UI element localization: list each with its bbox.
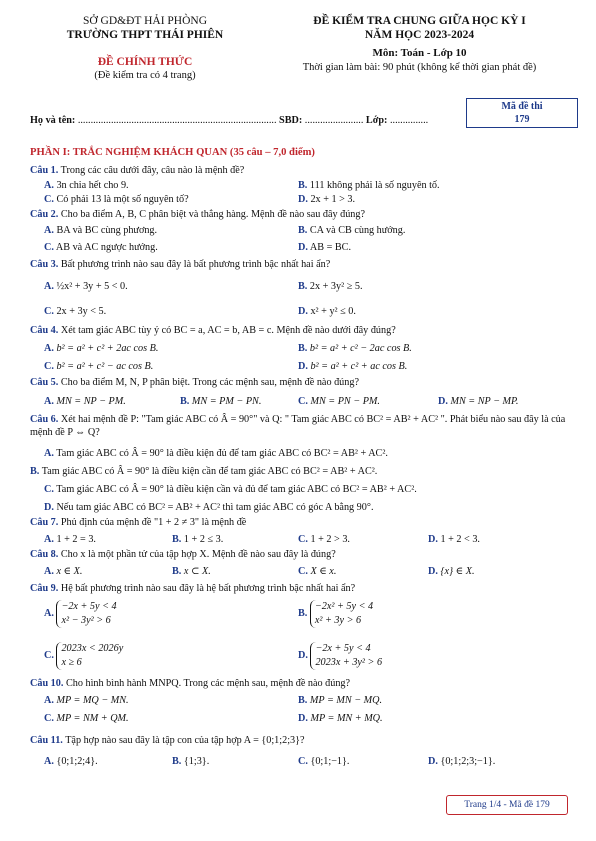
option-label: A.	[44, 756, 54, 767]
option-text: {0;1;2;4}.	[56, 756, 98, 767]
option-label: D.	[428, 534, 438, 545]
option-label: D.	[298, 306, 308, 317]
exam-code-box	[466, 98, 578, 128]
school-year: NĂM HỌC 2023-2024	[364, 29, 475, 42]
question-number: Câu 7.	[30, 517, 59, 528]
q9-option-d[interactable]	[298, 642, 382, 670]
question-number: Câu 8.	[30, 549, 59, 560]
option-text: MN = NP − MP.	[450, 396, 519, 407]
inequality-system	[310, 642, 382, 670]
option-text: {0;1;2;3;−1}.	[440, 756, 496, 767]
option-text: CA và CB cùng hướng.	[309, 225, 406, 236]
option-text: b² = a² + c² + 2ac cos B.	[56, 343, 159, 354]
q3-option-b[interactable]	[298, 281, 363, 294]
q1-option-b[interactable]	[298, 180, 440, 193]
q9-option-c[interactable]	[44, 642, 123, 670]
system-line: x² − 3y² > 6	[61, 614, 111, 626]
option-text: x ∈ X.	[56, 566, 83, 577]
question-8	[30, 549, 578, 562]
q1-option-d[interactable]	[298, 194, 355, 207]
question-6	[30, 414, 578, 440]
option-label: C.	[44, 484, 54, 495]
official-label: ĐỀ CHÍNH THỨC	[97, 55, 193, 68]
system-line: 2023x < 2026y	[61, 643, 124, 654]
class-label: Lớp:	[365, 115, 388, 126]
question-3	[30, 259, 578, 272]
q3-option-a[interactable]	[44, 281, 128, 294]
exam-code-label: Mã đề thi	[501, 101, 543, 112]
option-label: C.	[44, 361, 54, 372]
option-label: C.	[44, 194, 54, 205]
system-line: −2x + 5y < 4	[61, 601, 117, 612]
option-label: A.	[44, 343, 54, 354]
q1-option-c[interactable]	[44, 194, 189, 207]
question-7	[30, 517, 578, 530]
q11-option-a[interactable]	[44, 756, 98, 769]
option-text: {0;1;−1}.	[310, 756, 350, 767]
option-text: 1 + 2 = 3.	[56, 534, 96, 545]
option-text: b² = a² + c² − ac cos B.	[56, 361, 154, 372]
option-text: MP = MN − MQ.	[309, 695, 383, 706]
question-text: Cho x là một phần tử của tập hợp X. Mệnh đề nào sau đây là đúng?	[58, 549, 336, 560]
question-number: Câu 10.	[30, 678, 64, 689]
exam-title: ĐỀ KIỂM TRA CHUNG GIỮA HỌC KỲ I	[313, 15, 526, 27]
q4-option-d[interactable]	[298, 361, 407, 374]
question-number: Câu 6.	[30, 414, 59, 425]
inequality-system	[310, 600, 373, 628]
q4-option-b[interactable]	[298, 343, 412, 356]
q6-option-a[interactable]	[44, 448, 388, 461]
option-label: D.	[298, 713, 308, 724]
q2-option-c[interactable]	[44, 242, 158, 255]
question-text: Xét hai mệnh đề P: "Tam giác ABC có Â = 90°" và Q: " Tam giác ABC có BC² = AB² + AC² ". Phát biểu nào sau đây là của mệnh đề P ⇔ Q?	[30, 414, 566, 438]
option-text: b² = a² + c² + ac cos B.	[310, 361, 408, 372]
question-9	[30, 583, 578, 596]
page-footer: Trang 1/4 - Mã đề 179	[446, 795, 568, 815]
dept-name: SỞ GD&ĐT HẢI PHÒNG	[82, 15, 208, 27]
header-left	[30, 14, 260, 82]
system-line: x ≥ 6	[61, 656, 82, 668]
q10-option-a[interactable]	[44, 695, 129, 708]
option-label: B.	[172, 566, 182, 577]
option-label: C.	[298, 534, 308, 545]
question-2	[30, 209, 578, 222]
q9-option-a[interactable]	[44, 600, 117, 628]
option-text: b² = a² + c² − 2ac cos B.	[309, 343, 412, 354]
option-text: MP = MQ − MN.	[56, 695, 129, 706]
option-label: A.	[44, 225, 54, 236]
q8-option-b[interactable]	[172, 566, 211, 579]
option-text: 2x + 1 > 3.	[310, 194, 356, 205]
q5-option-a[interactable]	[44, 396, 126, 409]
option-text: Tam giác ABC có Â = 90° là điều kiện cần để tam giác ABC có BC² = AB² + AC².	[41, 466, 378, 477]
q11-option-d[interactable]	[428, 756, 495, 769]
option-text: 1 + 2 < 3.	[440, 534, 480, 545]
q9-option-b[interactable]	[298, 600, 373, 628]
question-text: Xét tam giác ABC tùy ý có BC = a, AC = b, AB = c. Mệnh đề nào dưới đây đúng?	[58, 325, 396, 336]
question-number: Câu 2.	[30, 209, 59, 220]
subject: Môn: Toán - Lớp 10	[372, 46, 467, 59]
q11-option-c[interactable]	[298, 756, 349, 769]
option-label: D.	[298, 361, 308, 372]
option-label: C.	[44, 306, 54, 317]
option-label: A.	[44, 396, 54, 407]
question-number: Câu 9.	[30, 583, 59, 594]
option-label: D.	[428, 756, 438, 767]
question-1	[30, 165, 578, 178]
q5-option-d[interactable]	[438, 396, 518, 409]
name-dots: ..............................................................................	[77, 115, 277, 126]
option-label: A.	[44, 534, 54, 545]
option-text: Tam giác ABC có Â = 90° là điều kiện cần và đủ để tam giác ABC có BC² = AB² + AC².	[56, 484, 417, 495]
q10-option-c[interactable]	[44, 713, 129, 726]
system-line: −2x² + 5y < 4	[314, 601, 374, 612]
option-label: C.	[298, 756, 308, 767]
option-text: MP = NM + QM.	[56, 713, 129, 724]
option-label: C.	[44, 650, 54, 662]
q10-option-b[interactable]	[298, 695, 382, 708]
question-number: Câu 3.	[30, 259, 59, 270]
q2-option-a[interactable]	[44, 225, 157, 238]
question-text: Tập hợp nào sau đây là tập con của tập hợp A = {0;1;2;3}?	[62, 735, 305, 746]
question-text: Cho ba điểm A, B, C phân biệt và thẳng hàng. Mệnh đề nào sau đây đúng?	[58, 209, 366, 220]
question-number: Câu 1.	[30, 165, 59, 176]
q7-option-d[interactable]	[428, 534, 480, 547]
q2-option-d[interactable]	[298, 242, 351, 255]
option-label: B.	[298, 281, 308, 292]
option-label: C.	[44, 242, 54, 253]
q1-option-a[interactable]	[44, 180, 129, 193]
exam-code: 179	[514, 113, 530, 125]
student-info	[30, 115, 460, 128]
time-note: Thời gian làm bài: 90 phút (không kể thời gian phát đề)	[302, 61, 537, 73]
header-right	[262, 14, 577, 74]
option-label: B.	[298, 695, 308, 706]
option-label: B.	[298, 343, 308, 354]
q7-option-b[interactable]	[172, 534, 223, 547]
section-title: PHẦN I: TRẮC NGHIỆM KHÁCH QUAN (35 câu – 7,0 điểm)	[30, 147, 315, 158]
option-text: X ∈ x.	[310, 566, 337, 577]
question-10	[30, 678, 578, 691]
question-number: Câu 5.	[30, 377, 59, 388]
q6-option-c[interactable]	[44, 484, 417, 497]
question-5	[30, 377, 578, 390]
option-text: Tam giác ABC có Â = 90° là điều kiện đủ để tam giác ABC có BC² = AB² + AC².	[56, 448, 388, 459]
option-text: 2x + 3y < 5.	[56, 306, 107, 317]
q6-option-d[interactable]	[44, 502, 374, 515]
option-label: A.	[44, 281, 54, 292]
q10-option-d[interactable]	[298, 713, 383, 726]
q4-option-c[interactable]	[44, 361, 153, 374]
class-dots: ...............	[389, 115, 429, 126]
option-text: 111 không phải là số nguyên tố.	[309, 180, 440, 191]
option-label: A.	[44, 608, 54, 620]
system-line: 2023x + 3y² > 6	[315, 656, 383, 668]
option-text: 2x + 3y² ≥ 5.	[309, 281, 363, 292]
system-line: −2x + 5y < 4	[315, 643, 371, 654]
question-text: Trong các câu dưới đây, câu nào là mệnh đề?	[58, 165, 245, 176]
q8-option-a[interactable]	[44, 566, 82, 579]
option-label: D.	[298, 650, 308, 662]
option-label: A.	[44, 180, 54, 191]
option-label: B.	[298, 225, 308, 236]
q8-option-c[interactable]	[298, 566, 336, 579]
option-label: C.	[44, 713, 54, 724]
option-label: B.	[172, 756, 182, 767]
option-text: 1 + 2 > 3.	[310, 534, 350, 545]
option-text: ½x² + 3y + 5 < 0.	[56, 281, 128, 292]
option-label: B.	[298, 608, 308, 620]
option-label: B.	[298, 180, 308, 191]
q2-option-b[interactable]	[298, 225, 405, 238]
option-label: D.	[298, 242, 308, 253]
option-text: MN = NP − PM.	[56, 396, 126, 407]
question-text: Phủ định của mệnh đề "1 + 2 ≠ 3" là mệnh đề	[58, 517, 247, 528]
option-text: x ⊂ X.	[183, 566, 211, 577]
question-text: Cho hình bình hành MNPQ. Trong các mệnh sau, mệnh đề nào đúng?	[63, 678, 351, 689]
inequality-system	[56, 642, 123, 670]
name-label: Họ và tên:	[30, 115, 76, 126]
option-label: B.	[30, 466, 40, 477]
option-label: A.	[44, 448, 54, 459]
sbd-label: SBD:	[279, 115, 303, 126]
option-text: MN = PN − PM.	[310, 396, 380, 407]
q8-option-d[interactable]	[428, 566, 475, 579]
q11-option-b[interactable]	[172, 756, 209, 769]
option-text: MP = MN + MQ.	[310, 713, 383, 724]
question-number: Câu 11.	[30, 735, 63, 746]
sbd-dots: .......................	[304, 115, 364, 126]
option-text: x² + y² ≤ 0.	[310, 306, 356, 317]
q3-option-c[interactable]	[44, 306, 106, 319]
question-number: Câu 4.	[30, 325, 59, 336]
option-label: D.	[438, 396, 448, 407]
school-name: TRƯỜNG THPT THÁI PHIÊN	[66, 29, 224, 42]
option-text: {x} ∈ X.	[440, 566, 475, 577]
option-label: C.	[298, 396, 308, 407]
option-text: {1;3}.	[183, 756, 210, 767]
question-4	[30, 325, 578, 338]
option-label: D.	[44, 502, 54, 513]
option-label: B.	[172, 534, 182, 545]
option-text: 3n chia hết cho 9.	[56, 180, 129, 191]
inequality-system	[56, 600, 116, 628]
option-text: Có phải 13 là một số nguyên tố?	[56, 194, 189, 205]
option-text: BA và BC cùng phương.	[56, 225, 158, 236]
option-label: C.	[298, 566, 308, 577]
q6-option-b[interactable]	[30, 466, 377, 479]
q4-option-a[interactable]	[44, 343, 158, 356]
option-text: MN = PM − PN.	[191, 396, 262, 407]
question-text: Bất phương trình nào sau đây là bất phương trình bậc nhất hai ẩn?	[58, 259, 331, 270]
option-text: AB và AC ngược hướng.	[55, 242, 158, 253]
question-text: Cho ba điểm M, N, P phân biệt. Trong các mệnh sau, mệnh đề nào đúng?	[58, 377, 359, 388]
option-text: AB = BC.	[309, 242, 352, 253]
option-text: Nếu tam giác ABC có BC² = AB² + AC² thì tam giác ABC có góc A bằng 90°.	[56, 502, 374, 513]
option-label: A.	[44, 695, 54, 706]
option-text: 1 + 2 ≤ 3.	[183, 534, 224, 545]
option-label: B.	[180, 396, 190, 407]
q5-option-b[interactable]	[180, 396, 261, 409]
pages-note: (Đề kiểm tra có 4 trang)	[94, 70, 196, 82]
system-line: x² + 3y > 6	[314, 614, 362, 626]
option-label: A.	[44, 566, 54, 577]
q5-option-c[interactable]	[298, 396, 380, 409]
question-text: Hệ bất phương trình nào sau đây là hệ bất phương trình bậc nhất hai ẩn?	[58, 583, 356, 594]
option-label: D.	[298, 194, 308, 205]
question-11	[30, 735, 578, 748]
q3-option-d[interactable]	[298, 306, 356, 319]
q7-option-a[interactable]	[44, 534, 96, 547]
option-label: D.	[428, 566, 438, 577]
q7-option-c[interactable]	[298, 534, 350, 547]
